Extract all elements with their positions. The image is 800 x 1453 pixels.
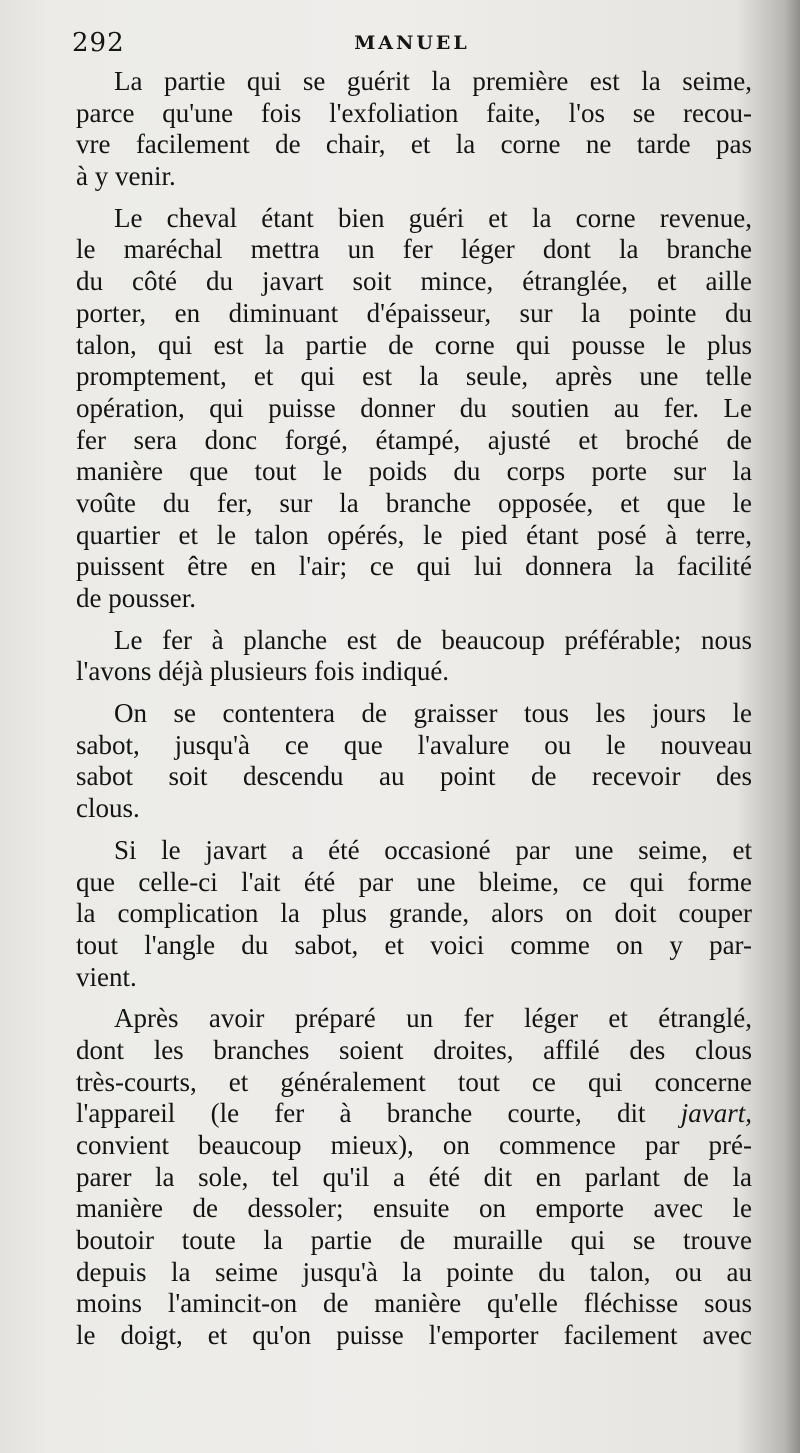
text-line: à y venir.: [76, 161, 176, 192]
text-line: On se contentera de graisser tous les jours le: [114, 698, 752, 729]
text-line: moins l'amincit-on de manière qu'elle fléchisse sous: [76, 1288, 752, 1319]
text-line: la complication la plus grande, alors on doit couper: [76, 898, 752, 929]
text-line: parer la sole, tel qu'il a été dit en parlant de la: [76, 1161, 752, 1192]
text-line: vre facilement de chair, et la corne ne tarde pas: [76, 129, 752, 160]
paragraph: [76, 203, 752, 615]
text-line: talon, qui est la partie de corne qui pousse le plus: [76, 329, 752, 360]
paragraph: [76, 835, 752, 993]
text-line: le doigt, et qu'on puisse l'emporter facilement avec: [76, 1320, 752, 1351]
text-line: puissent être en l'air; ce qui lui donnera la facilité: [76, 551, 752, 582]
text-line: le maréchal mettra un fer léger dont la branche: [76, 234, 752, 265]
text-line: voûte du fer, sur la branche opposée, et que le: [76, 487, 752, 518]
paragraph: [76, 625, 752, 688]
paragraph: [76, 698, 752, 825]
text-line: l'avons déjà plusieurs fois indiqué.: [76, 656, 450, 687]
text-line: porter, en diminuant d'épaisseur, sur la pointe du: [76, 297, 752, 328]
text-line: clous.: [76, 793, 140, 824]
text-line: boutoir toute la partie de muraille qui se trouve: [76, 1225, 752, 1256]
text-line: du côté du javart soit mince, étranglée, et aille: [76, 266, 752, 297]
text-line: fer sera donc forgé, étampé, ajusté et broché de: [76, 424, 752, 455]
text-line: Si le javart a été occasioné par une seime, et: [114, 834, 752, 865]
text-line: manière de dessoler; ensuite on emporte avec le: [76, 1193, 752, 1224]
paragraph: [76, 66, 752, 193]
text-line: manière que tout le poids du corps porte sur la: [76, 456, 752, 487]
text-line: sabot, jusqu'à ce que l'avalure ou le nouveau: [76, 729, 752, 760]
italic-term: javart,: [680, 1098, 752, 1129]
text-line: Le cheval étant bien guéri et la corne revenue,: [114, 202, 752, 233]
running-head: MANUEL: [354, 32, 470, 54]
text-line: Après avoir préparé un fer léger et étranglé,: [114, 1003, 752, 1034]
text-line: opération, qui puisse donner du soutien au fer. Le: [76, 392, 752, 423]
text-line: parce qu'une fois l'exfoliation faite, l'os se recou-: [76, 97, 752, 128]
text-line: que celle-ci l'ait été par une bleime, ce qui forme: [76, 866, 752, 897]
text-line: dont les branches soient droites, affilé des clous: [76, 1034, 752, 1065]
page-header: [72, 28, 752, 64]
text-line: sabot soit descendu au point de recevoir des: [76, 761, 752, 792]
text-line: convient beaucoup mieux), on commence par pré-: [76, 1130, 752, 1160]
text-line: de pousser.: [76, 583, 196, 613]
text-segment: l'appareil (le fer à branche courte, dit: [76, 1098, 646, 1129]
paragraph: [76, 1003, 752, 1352]
text-line-with-italic: [76, 1098, 752, 1130]
page-number: 292: [72, 28, 125, 58]
text-line: Le fer à planche est de beaucoup préférable; nous: [114, 624, 752, 655]
text-line: promptement, et qui est la seule, après une telle: [76, 361, 752, 392]
text-line: très-courts, et généralement tout ce qui concerne: [76, 1066, 752, 1097]
text-line: tout l'angle du sabot, et voici comme on y par-: [76, 929, 752, 960]
text-line: quartier et le talon opérés, le pied étant posé à terre,: [76, 519, 752, 550]
text-line: La partie qui se guérit la première est la seime,: [114, 66, 752, 96]
text-line: depuis la seime jusqu'à la pointe du talon, ou au: [76, 1256, 752, 1287]
text-line: vient.: [76, 961, 137, 992]
body-text: [76, 66, 752, 1362]
